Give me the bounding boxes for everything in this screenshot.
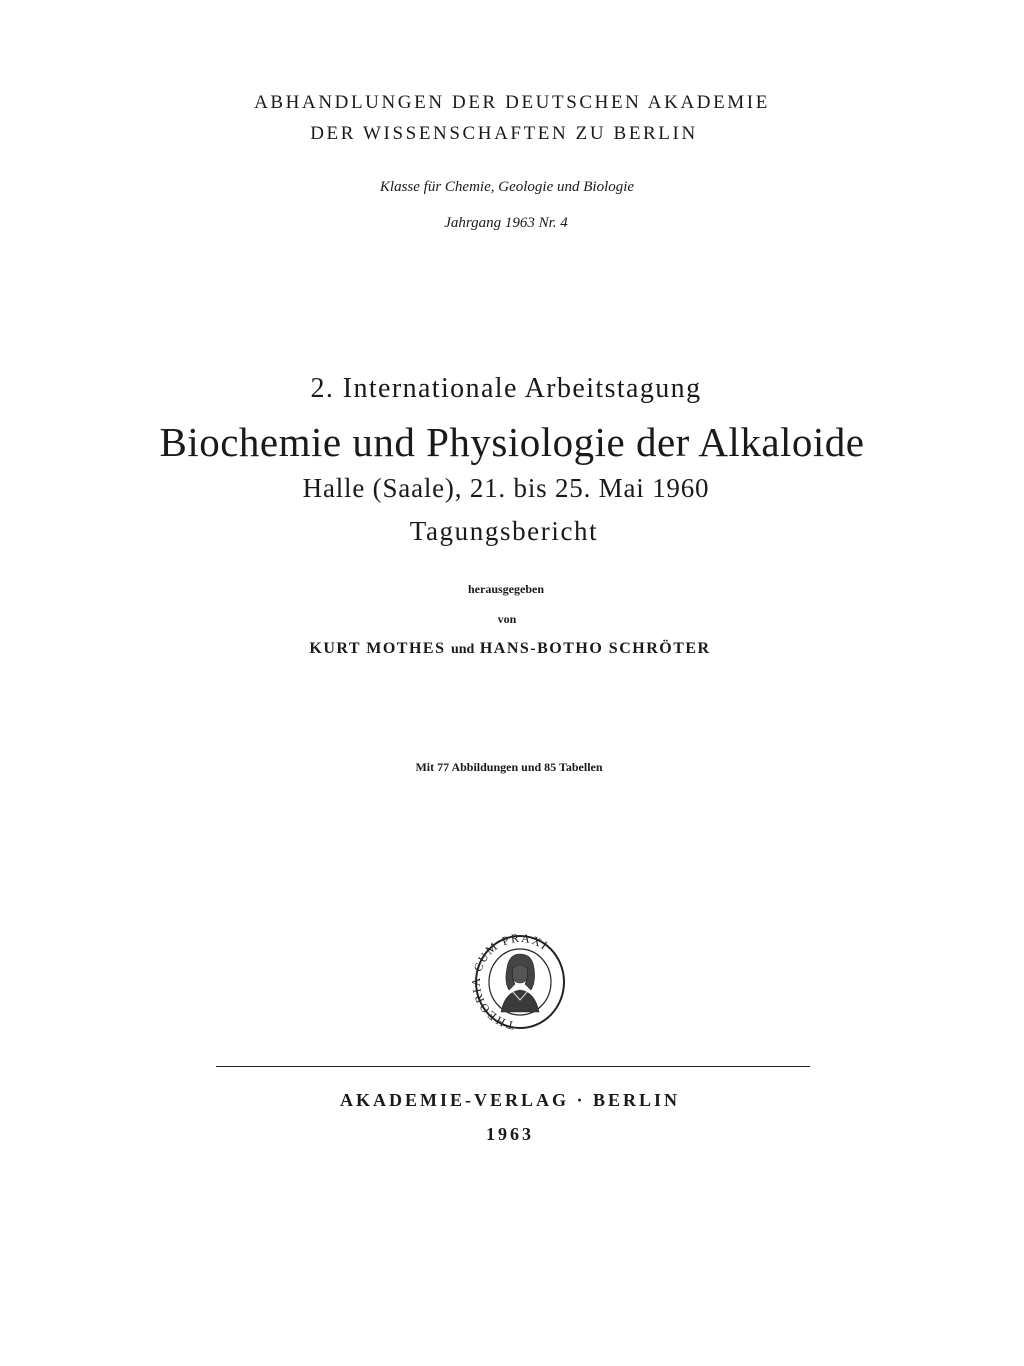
edited-label: herausgegeben <box>468 582 544 596</box>
series-title-line-2: DER WISSENSCHAFTEN ZU BERLIN <box>310 123 698 144</box>
by-label: von <box>497 612 517 626</box>
publisher-seal-icon <box>465 932 575 1032</box>
editors-conjunction: und <box>450 642 475 657</box>
editor-name-1: KURT MOTHES <box>309 640 446 657</box>
publication-year: 1963 <box>486 1124 534 1144</box>
editor-name-2: HANS-BOTHO SCHRÖTER <box>479 640 711 657</box>
seal-motto: THEORIA CUM PRAXI <box>468 932 552 1032</box>
report-label: Tagungsbericht <box>409 516 599 546</box>
conference-venue-date: Halle (Saale), 21. bis 25. Mai 1960 <box>302 473 710 503</box>
series-title-line-1: ABHANDLUNGEN DER DEUTSCHEN AKADEMIE <box>254 92 770 113</box>
main-title: Biochemie und Physiologie der Alkaloide <box>159 419 865 465</box>
divider-rule <box>216 1066 810 1067</box>
conference-heading: 2. Internationale Arbeitstagung <box>310 373 702 404</box>
editors-line <box>0 640 1022 658</box>
volume-number: Jahrgang 1963 Nr. 4 <box>444 215 568 231</box>
figures-tables-note: Mit 77 Abbildungen und 85 Tabellen <box>415 760 603 774</box>
publisher-name: AKADEMIE-VERLAG · BERLIN <box>339 1090 681 1110</box>
class-subtitle: Klasse für Chemie, Geologie und Biologie <box>379 179 635 195</box>
